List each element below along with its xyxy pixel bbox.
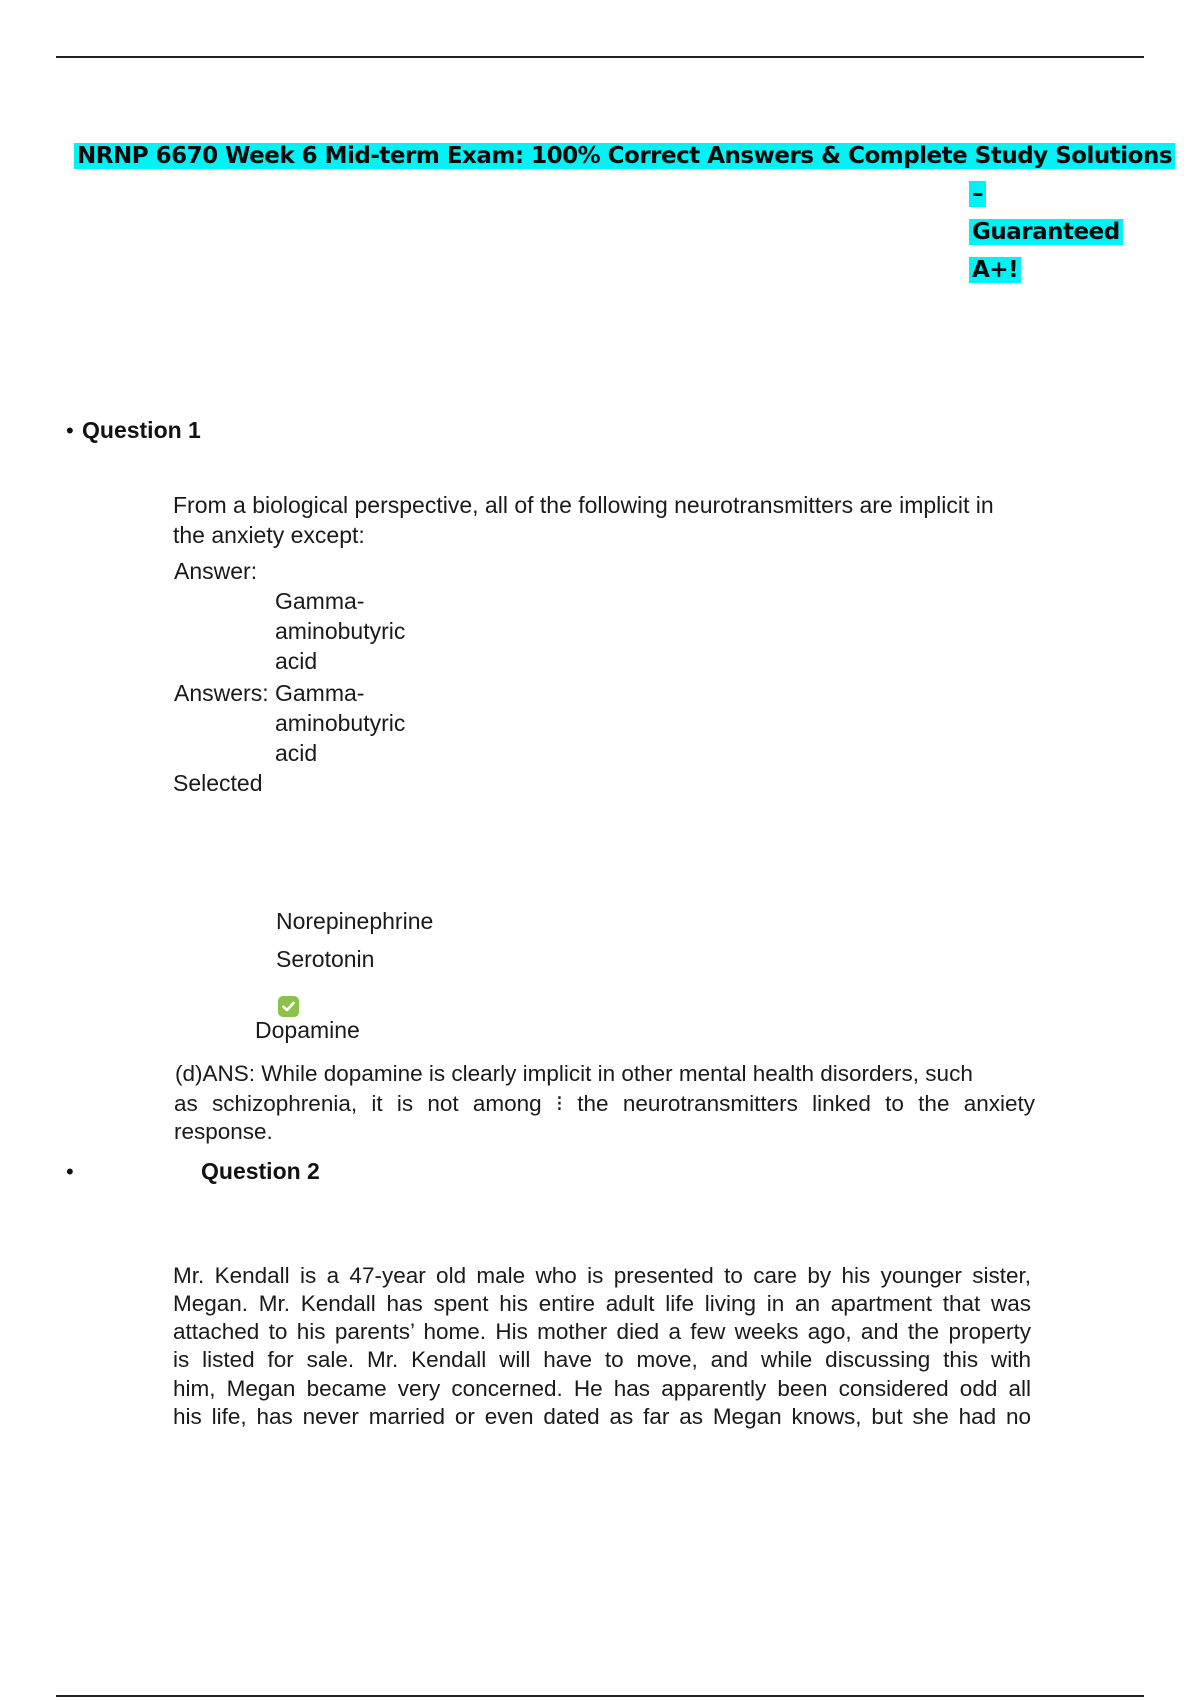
top-rule (56, 56, 1144, 58)
selected-label: Selected (173, 770, 263, 796)
explanation-line3: response. (174, 1119, 273, 1144)
answer-label: Answer: (174, 558, 258, 584)
explanation-line1: (d)ANS: While dopamine is clearly implicit in other mental health disorders, such (175, 1061, 973, 1086)
answers-value-line3: acid (275, 740, 318, 766)
explanation-line2: as schizophrenia, it is not among ⁝ the neurotransmitters linked to the anxiety (174, 1091, 1035, 1116)
document-title-guaranteed: Guaranteed (969, 216, 1123, 248)
question-2-prompt-line: attached to his parents’ home. His mother died a few weeks ago, and the property (173, 1319, 1031, 1344)
question-2-heading: Question 2 (201, 1158, 320, 1184)
question-1-prompt-line2: the anxiety except: (173, 522, 365, 548)
document-title-dash: – (969, 178, 986, 210)
answers-value-line2: aminobutyric (275, 710, 406, 736)
document-title-grade: A+! (969, 254, 1021, 286)
document-title: NRNP 6670 Week 6 Mid-term Exam: 100% Correct Answers & Complete Study Solutions (74, 140, 1175, 172)
option-norepinephrine: Norepinephrine (276, 908, 434, 934)
question-2-prompt-line: Mr. Kendall is a 47-year old male who is presented to care by his younger sister, (173, 1263, 1031, 1288)
answer-value-line2: aminobutyric (275, 618, 406, 644)
question-2-prompt-line: his life, has never married or even dated as far as Megan knows, but she had no (173, 1404, 1031, 1429)
question-2-prompt-line: him, Megan became very concerned. He has apparently been considered odd all (173, 1376, 1031, 1401)
bottom-rule (56, 1695, 1144, 1697)
question-1-bullet: • (66, 418, 74, 443)
option-serotonin: Serotonin (276, 946, 375, 972)
answer-value-line3: acid (275, 648, 318, 674)
check-icon (278, 996, 299, 1017)
question-1-prompt-line1: From a biological perspective, all of the following neurotransmitters are implicit in (173, 492, 994, 518)
question-2-prompt-line: is listed for sale. Mr. Kendall will have to move, and while discussing this with (173, 1347, 1031, 1372)
question-1-heading: Question 1 (82, 417, 201, 443)
question-2-bullet: • (66, 1159, 74, 1184)
question-2-prompt-line: Megan. Mr. Kendall has spent his entire adult life living in an apartment that was (173, 1291, 1031, 1316)
option-dopamine-correct: Dopamine (255, 1017, 360, 1043)
answer-value-line1: Gamma- (275, 588, 365, 614)
answers-value-line1: Gamma- (275, 680, 365, 706)
answers-label: Answers: (174, 680, 269, 706)
